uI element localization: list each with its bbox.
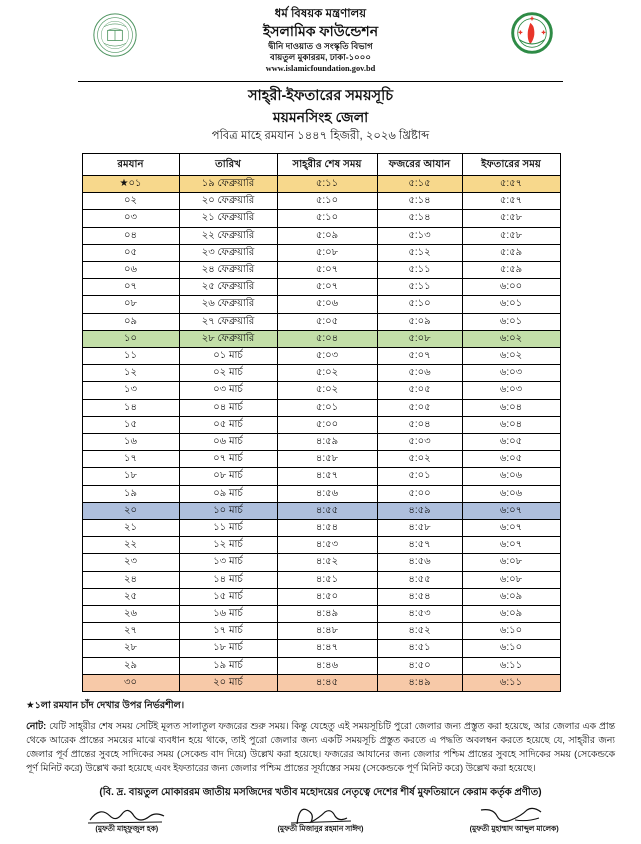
cell-ramadan-day: ১৫	[82, 416, 179, 433]
cell-sehri-end-time: ৫:১১	[277, 175, 377, 192]
cell-fajr-azan-time: ৫:১০	[377, 296, 462, 313]
table-row	[82, 468, 560, 485]
cell-iftar-time: ৬:০৪	[462, 416, 560, 433]
column-header-iftar: ইফতারের সময়	[462, 153, 560, 175]
office-address: বায়তুল মুকাররম, ঢাকা-১০০০	[270, 52, 371, 63]
cell-ramadan-day: ১৬	[82, 434, 179, 451]
table-row	[82, 554, 560, 571]
cell-iftar-time: ৬:০৩	[462, 365, 560, 382]
table-header	[82, 153, 560, 175]
cell-sehri-end-time: ৪:৪৮	[277, 623, 377, 640]
cell-gregorian-date: ২৬ ফেব্রুয়ারি	[179, 296, 277, 313]
signature-mark-icon	[31, 804, 223, 826]
cell-iftar-time: ৬:১০	[462, 623, 560, 640]
cell-sehri-end-time: ৫:০৮	[277, 244, 377, 261]
cell-ramadan-day: ০৭	[82, 279, 179, 296]
signature-entry	[418, 804, 610, 836]
signatory-name: (মুফতী মাহ্ফুজুল হক)	[95, 823, 159, 833]
cell-sehri-end-time: ৫:০৫	[277, 313, 377, 330]
cell-ramadan-day: ১২	[82, 365, 179, 382]
cell-fajr-azan-time: ৪:৫৪	[377, 588, 462, 605]
cell-iftar-time: ৬:০৮	[462, 571, 560, 588]
cell-sehri-end-time: ৫:০২	[277, 382, 377, 399]
cell-sehri-end-time: ৪:৫২	[277, 554, 377, 571]
title-block	[0, 87, 641, 144]
moon-sighting-note: ★১লা রমযান চাঁদ দেখার উপর নির্ভরশীল।	[26, 700, 185, 712]
cell-fajr-azan-time: ৫:০৭	[377, 348, 462, 365]
ministry-name: ধর্ম বিষয়ক মন্ত্রণালয়	[274, 8, 367, 20]
cell-fajr-azan-time: ৫:১৪	[377, 193, 462, 210]
cell-gregorian-date: ১০ মার্চ	[179, 502, 277, 519]
table-row	[82, 657, 560, 674]
cell-fajr-azan-time: ৪:৫৩	[377, 606, 462, 623]
note-label: নোট:	[26, 721, 47, 732]
cell-fajr-azan-time: ৫:১১	[377, 261, 462, 278]
table-row	[82, 623, 560, 640]
cell-fajr-azan-time: ৫:১৫	[377, 175, 462, 192]
cell-iftar-time: ৬:০৯	[462, 588, 560, 605]
cell-fajr-azan-time: ৫:০৮	[377, 330, 462, 347]
table-row	[82, 640, 560, 657]
table-row	[82, 210, 560, 227]
cell-ramadan-day: ৩০	[82, 674, 179, 691]
cell-sehri-end-time: ৪:৫১	[277, 571, 377, 588]
ramadan-schedule-table	[82, 153, 561, 692]
cell-fajr-azan-time: ৫:০২	[377, 451, 462, 468]
cell-gregorian-date: ০৫ মার্চ	[179, 416, 277, 433]
cell-gregorian-date: ০২ মার্চ	[179, 365, 277, 382]
cell-sehri-end-time: ৪:৪৭	[277, 640, 377, 657]
column-header-ramadan: রমযান	[82, 153, 179, 175]
signature-mark-icon	[418, 804, 610, 826]
table-row	[82, 365, 560, 382]
cell-ramadan-day: ২৬	[82, 606, 179, 623]
cell-iftar-time: ৫:৫৯	[462, 261, 560, 278]
cell-ramadan-day: ০৪	[82, 227, 179, 244]
cell-iftar-time: ৫:৫৯	[462, 244, 560, 261]
cell-sehri-end-time: ৪:৫৭	[277, 468, 377, 485]
schedule-table-wrapper	[82, 153, 560, 692]
cell-iftar-time: ৬:১১	[462, 674, 560, 691]
cell-iftar-time: ৬:০৬	[462, 485, 560, 502]
signature-entry	[31, 804, 223, 836]
cell-fajr-azan-time: ৫:০৬	[377, 365, 462, 382]
cell-gregorian-date: ১৩ মার্চ	[179, 554, 277, 571]
table-row	[82, 313, 560, 330]
cell-sehri-end-time: ৫:০৭	[277, 261, 377, 278]
cell-gregorian-date: ১৯ ফেব্রুয়ারি	[179, 175, 277, 192]
cell-iftar-time: ৫:৫৮	[462, 210, 560, 227]
cell-ramadan-day: ২৫	[82, 588, 179, 605]
cell-gregorian-date: ০৬ মার্চ	[179, 434, 277, 451]
cell-fajr-azan-time: ৫:১২	[377, 244, 462, 261]
cell-sehri-end-time: ৪:৪৯	[277, 606, 377, 623]
cell-gregorian-date: ২৭ ফেব্রুয়ারি	[179, 313, 277, 330]
islamic-foundation-seal-icon	[92, 12, 138, 58]
cell-fajr-azan-time: ৫:১১	[377, 279, 462, 296]
cell-ramadan-day: ১০	[82, 330, 179, 347]
cell-gregorian-date: ১২ মার্চ	[179, 537, 277, 554]
cell-sehri-end-time: ৪:৫৮	[277, 451, 377, 468]
table-row	[82, 606, 560, 623]
cell-iftar-time: ৬:০৭	[462, 537, 560, 554]
cell-gregorian-date: ২৫ ফেব্রুয়ারি	[179, 279, 277, 296]
cell-fajr-azan-time: ৫:০৪	[377, 416, 462, 433]
table-row	[82, 485, 560, 502]
table-header-row	[82, 153, 560, 175]
cell-iftar-time: ৬:০৩	[462, 382, 560, 399]
cell-gregorian-date: ০৮ মার্চ	[179, 468, 277, 485]
cell-ramadan-day: ১৯	[82, 485, 179, 502]
cell-ramadan-day: ২৮	[82, 640, 179, 657]
table-row	[82, 279, 560, 296]
table-row	[82, 244, 560, 261]
cell-gregorian-date: ২৪ ফেব্রুয়ারি	[179, 261, 277, 278]
table-row	[82, 571, 560, 588]
cell-sehri-end-time: ৪:৫৫	[277, 502, 377, 519]
cell-fajr-azan-time: ৫:০৫	[377, 399, 462, 416]
cell-fajr-azan-time: ৫:১৪	[377, 210, 462, 227]
cell-sehri-end-time: ৪:৫৬	[277, 485, 377, 502]
cell-sehri-end-time: ৫:০৯	[277, 227, 377, 244]
cell-fajr-azan-time: ৪:৫৭	[377, 537, 462, 554]
cell-iftar-time: ৬:০৮	[462, 554, 560, 571]
cell-ramadan-day: ২৭	[82, 623, 179, 640]
cell-iftar-time: ৬:০৬	[462, 468, 560, 485]
cell-fajr-azan-time: ৫:০৯	[377, 313, 462, 330]
cell-fajr-azan-time: ৪:৫৯	[377, 502, 462, 519]
column-header-date: তারিখ	[179, 153, 277, 175]
column-header-sehri-end: সাহ্‌রীর শেষ সময়	[277, 153, 377, 175]
notes-section	[26, 699, 615, 776]
cell-iftar-time: ৬:০৪	[462, 399, 560, 416]
cell-ramadan-day: ২৩	[82, 554, 179, 571]
cell-fajr-azan-time: ৫:০০	[377, 485, 462, 502]
cell-iftar-time: ৬:০৫	[462, 451, 560, 468]
cell-fajr-azan-time: ৪:৫২	[377, 623, 462, 640]
cell-iftar-time: ৬:০১	[462, 296, 560, 313]
cell-iftar-time: ৫:৫৭	[462, 175, 560, 192]
cell-fajr-azan-time: ৪:৫১	[377, 640, 462, 657]
table-body	[82, 175, 560, 691]
cell-sehri-end-time: ৪:৪৫	[277, 674, 377, 691]
table-row	[82, 434, 560, 451]
cell-ramadan-day: ১১	[82, 348, 179, 365]
cell-iftar-time: ৬:০৫	[462, 434, 560, 451]
cell-fajr-azan-time: ৫:০১	[377, 468, 462, 485]
cell-fajr-azan-time: ৪:৫৬	[377, 554, 462, 571]
cell-sehri-end-time: ৫:১০	[277, 193, 377, 210]
table-row	[82, 399, 560, 416]
prepared-by-line: (বি. দ্র. বায়তুল মোকাররম জাতীয় মসজিদের খতীব মহোদয়ের নেতৃত্বে দেশের শীর্ষ মুফতিয়ানে কেরাম কর্তৃক প্রণীত)	[99, 786, 542, 798]
cell-fajr-azan-time: ৪:৫৫	[377, 571, 462, 588]
cell-fajr-azan-time: ৫:০৫	[377, 382, 462, 399]
signature-mark-icon	[225, 804, 417, 826]
district-name: ময়মনসিংহ জেলা	[272, 108, 369, 125]
column-header-fajr-azan: ফজরের আযান	[377, 153, 462, 175]
cell-ramadan-day: ০৩	[82, 210, 179, 227]
cell-sehri-end-time: ৪:৪৬	[277, 657, 377, 674]
cell-iftar-time: ৬:১১	[462, 657, 560, 674]
cell-sehri-end-time: ৫:০৪	[277, 330, 377, 347]
cell-ramadan-day: ২০	[82, 502, 179, 519]
header-divider	[78, 81, 563, 82]
table-row	[82, 330, 560, 347]
cell-iftar-time: ৬:১০	[462, 640, 560, 657]
cell-iftar-time: ৫:৫৭	[462, 193, 560, 210]
table-row	[82, 175, 560, 192]
cell-sehri-end-time: ৪:৫৯	[277, 434, 377, 451]
division-name: দ্বীনি দাওয়াত ও সংস্কৃতি বিভাগ	[268, 41, 373, 52]
signatory-name: (মুফতী মুহাম্মাদ আব্দুল মালেক)	[469, 823, 559, 833]
signature-block	[0, 804, 641, 836]
cell-iftar-time: ৬:০২	[462, 330, 560, 347]
table-row	[82, 193, 560, 210]
table-row	[82, 502, 560, 519]
cell-iftar-time: ৬:০০	[462, 279, 560, 296]
cell-sehri-end-time: ৫:০৭	[277, 279, 377, 296]
table-row	[82, 261, 560, 278]
explanatory-note	[26, 719, 615, 776]
cell-fajr-azan-time: ৪:৫০	[377, 657, 462, 674]
table-row	[82, 537, 560, 554]
cell-gregorian-date: ২১ ফেব্রুয়ারি	[179, 210, 277, 227]
cell-ramadan-day: ২৯	[82, 657, 179, 674]
cell-iftar-time: ৬:০২	[462, 348, 560, 365]
page-title: সাহ্‌রী-ইফতারের সময়সূচি	[247, 88, 394, 104]
cell-sehri-end-time: ৪:৫৪	[277, 520, 377, 537]
cell-iftar-time: ৬:০১	[462, 313, 560, 330]
cell-sehri-end-time: ৫:০১	[277, 399, 377, 416]
cell-ramadan-day: ১৪	[82, 399, 179, 416]
cell-sehri-end-time: ৫:০৩	[277, 348, 377, 365]
cell-ramadan-day: ১৮	[82, 468, 179, 485]
bangladesh-government-emblem-icon	[511, 12, 553, 54]
cell-gregorian-date: ১৭ মার্চ	[179, 623, 277, 640]
cell-ramadan-day: ২২	[82, 537, 179, 554]
table-row	[82, 382, 560, 399]
cell-sehri-end-time: ৪:৫০	[277, 588, 377, 605]
table-row	[82, 451, 560, 468]
cell-gregorian-date: ২৩ ফেব্রুয়ারি	[179, 244, 277, 261]
cell-ramadan-day: ২১	[82, 520, 179, 537]
cell-gregorian-date: ২০ ফেব্রুয়ারি	[179, 193, 277, 210]
cell-iftar-time: ৫:৫৮	[462, 227, 560, 244]
cell-gregorian-date: ০১ মার্চ	[179, 348, 277, 365]
cell-sehri-end-time: ৫:০০	[277, 416, 377, 433]
cell-gregorian-date: ১৯ মার্চ	[179, 657, 277, 674]
table-row	[82, 348, 560, 365]
cell-iftar-time: ৬:০৭	[462, 502, 560, 519]
cell-ramadan-day: ১৩	[82, 382, 179, 399]
cell-fajr-azan-time: ৫:১৩	[377, 227, 462, 244]
cell-iftar-time: ৬:০৭	[462, 520, 560, 537]
cell-gregorian-date: ১৫ মার্চ	[179, 588, 277, 605]
cell-gregorian-date: ১৮ মার্চ	[179, 640, 277, 657]
document-header	[0, 0, 641, 78]
table-row	[82, 227, 560, 244]
cell-ramadan-day: ০৯	[82, 313, 179, 330]
cell-gregorian-date: ১১ মার্চ	[179, 520, 277, 537]
cell-gregorian-date: ০৯ মার্চ	[179, 485, 277, 502]
cell-gregorian-date: ১৬ মার্চ	[179, 606, 277, 623]
cell-ramadan-day: ০২	[82, 193, 179, 210]
cell-gregorian-date: ০৩ মার্চ	[179, 382, 277, 399]
cell-ramadan-day: ০৬	[82, 261, 179, 278]
table-row	[82, 296, 560, 313]
cell-ramadan-day: ★০১	[82, 175, 179, 192]
signatory-name: (মুফতী মিজানুর রহমান সাঈদ)	[277, 823, 364, 833]
foundation-name: ইসলামিক ফাউন্ডেশন	[262, 22, 379, 39]
cell-iftar-time: ৬:০৯	[462, 606, 560, 623]
cell-gregorian-date: ১৪ মার্চ	[179, 571, 277, 588]
cell-ramadan-day: ১৭	[82, 451, 179, 468]
cell-sehri-end-time: ৪:৫৩	[277, 537, 377, 554]
signature-entry	[225, 804, 417, 836]
cell-fajr-azan-time: ৫:০৩	[377, 434, 462, 451]
cell-gregorian-date: ২০ মার্চ	[179, 674, 277, 691]
cell-gregorian-date: ০৭ মার্চ	[179, 451, 277, 468]
table-row	[82, 674, 560, 691]
cell-sehri-end-time: ৫:১০	[277, 210, 377, 227]
cell-ramadan-day: ২৪	[82, 571, 179, 588]
hijri-year-line: পবিত্র মাহে রমযান ১৪৪৭ হিজরী, ২০২৬ খ্রিষ্টাব্দ	[211, 130, 430, 143]
cell-gregorian-date: ০৪ মার্চ	[179, 399, 277, 416]
table-row	[82, 588, 560, 605]
cell-fajr-azan-time: ৪:৫৮	[377, 520, 462, 537]
cell-gregorian-date: ২২ ফেব্রুয়ারি	[179, 227, 277, 244]
table-row	[82, 416, 560, 433]
cell-sehri-end-time: ৫:০২	[277, 365, 377, 382]
cell-gregorian-date: ২৮ ফেব্রুয়ারি	[179, 330, 277, 347]
table-row	[82, 520, 560, 537]
cell-fajr-azan-time: ৪:৪৯	[377, 674, 462, 691]
note-text: যেটি সাহ্‌রীর শেষ সময় সেটিই মূলত সালাতুল ফজরের শুরু সময়। কিন্তু যেহেতু এই সময়সূচিটি পুরো জেলার জন্য প্রস্তুত করা হয়েছে, আর জেলার এক প্রান্ত থেকে আরেক প্রান্তের সময়ের মাঝে ব্যবধান হয়ে থাকে, তাই পুরো জেলার জন্য একটি সময়সূচি প্রস্তুত করতে এ পদ্ধতি অবলম্বন করতে হয়েছে যে, সাহ্‌রীর জন্য জেলার পূর্ব প্রান্তের সুবহে সাদিকের সময় (সেকেন্ড বাদ দিয়ে) উল্লেখ করা হয়েছে। ফজরের আযানের জন্য জেলার পশ্চিম প্রান্তের সুবহে সাদিকের সময় (সেকেন্ডকে পূর্ণ মিনিট করে) উল্লেখ করা হয়েছে এবং ইফতারের জন্য জেলার পশ্চিম প্রান্তের সূর্যাস্তের সময় (সেকেন্ডকে পূর্ণ মিনিট করে) উল্লেখ করা হয়েছে।	[26, 721, 615, 774]
website-url[interactable]: www.islamicfoundation.gov.bd	[265, 64, 376, 74]
cell-sehri-end-time: ৫:০৬	[277, 296, 377, 313]
cell-ramadan-day: ০৮	[82, 296, 179, 313]
cell-ramadan-day: ০৫	[82, 244, 179, 261]
